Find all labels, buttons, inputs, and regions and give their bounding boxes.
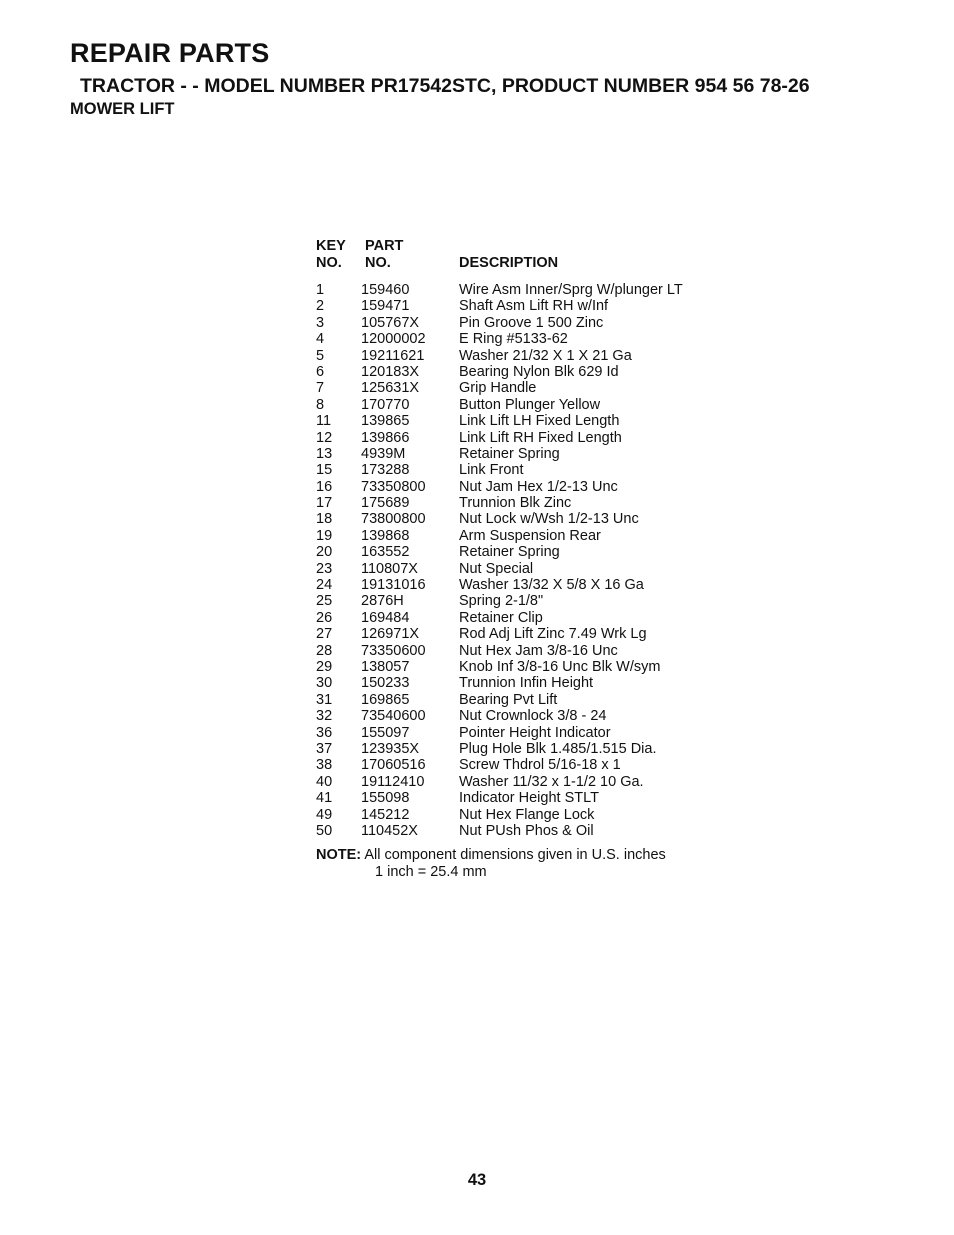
page-number: 43	[467, 1171, 487, 1189]
table-row	[316, 577, 716, 593]
table-row	[316, 511, 716, 527]
part-no-cell: 138057	[361, 658, 410, 675]
key-no-cell: 4	[316, 331, 325, 348]
description-cell: Rod Adj Lift Zinc 7.49 Wrk Lg	[459, 626, 647, 643]
key-no-cell: 1	[316, 282, 325, 298]
description-cell: Link Lift RH Fixed Length	[459, 429, 622, 446]
part-no-cell: 19211621	[361, 347, 425, 364]
key-no-cell: 5	[316, 347, 325, 364]
dimension-note	[316, 847, 666, 880]
key-no-cell: 41	[316, 790, 333, 807]
key-no-header	[316, 238, 360, 272]
note-label: NOTE:	[316, 847, 362, 863]
table-row	[316, 757, 716, 773]
description-cell: Nut Crownlock 3/8 - 24	[459, 708, 607, 725]
description-cell: Screw Thdrol 5/16-18 x 1	[459, 757, 621, 774]
description-header: DESCRIPTION	[459, 255, 559, 271]
key-no-cell: 40	[316, 773, 333, 790]
key-no-cell: 31	[316, 691, 333, 708]
description-cell: Plug Hole Blk 1.485/1.515 Dia.	[459, 740, 657, 757]
note-line1: All component dimensions given in U.S. inches	[364, 847, 666, 863]
description-cell: Washer 11/32 x 1-1/2 10 Ga.	[459, 773, 644, 790]
table-row	[316, 675, 716, 691]
description-cell: Wire Asm Inner/Sprg W/plunger LT	[459, 282, 683, 298]
model-subtitle: TRACTOR - - MODEL NUMBER PR17542STC, PRODUCT NUMBER 954 56 78-26	[80, 75, 810, 97]
part-no-cell: 19131016	[361, 577, 426, 594]
table-row	[316, 659, 716, 675]
description-cell: Arm Suspension Rear	[459, 527, 601, 544]
key-no-cell: 32	[316, 708, 333, 725]
table-row	[316, 725, 716, 741]
part-no-cell: 12000002	[361, 331, 426, 348]
parts-table	[316, 238, 716, 839]
part-no-cell: 170770	[361, 396, 410, 413]
key-header-line1: KEY	[316, 238, 346, 254]
table-row	[316, 544, 716, 560]
key-header-line2: NO.	[316, 255, 342, 271]
description-cell: Nut Jam Hex 1/2-13 Unc	[459, 478, 618, 495]
description-cell: Nut PUsh Phos & Oil	[459, 822, 594, 839]
table-row	[316, 643, 716, 659]
part-no-header	[365, 238, 445, 272]
part-no-cell: 173288	[361, 462, 410, 479]
part-no-cell: 2876H	[361, 593, 404, 610]
table-row	[316, 708, 716, 724]
part-no-cell: 155098	[361, 790, 410, 807]
part-no-cell: 155097	[361, 724, 410, 741]
description-cell: Nut Hex Flange Lock	[459, 806, 595, 823]
key-no-cell: 15	[316, 462, 333, 479]
key-no-cell: 13	[316, 445, 333, 462]
table-row	[316, 495, 716, 511]
key-no-cell: 2	[316, 298, 325, 315]
part-no-cell: 110807X	[361, 560, 418, 577]
table-row	[316, 528, 716, 544]
note-line2: 1 inch = 25.4 mm	[375, 863, 487, 880]
part-no-cell: 17060516	[361, 757, 426, 774]
part-no-cell: 139868	[361, 527, 410, 544]
table-row	[316, 626, 716, 642]
key-no-cell: 18	[316, 511, 333, 528]
key-no-cell: 26	[316, 609, 333, 626]
key-no-cell: 6	[316, 363, 325, 380]
description-cell: E Ring #5133-62	[459, 331, 568, 348]
key-no-cell: 38	[316, 757, 333, 774]
key-no-cell: 3	[316, 314, 325, 331]
table-row	[316, 348, 716, 364]
table-row	[316, 790, 716, 806]
key-no-cell: 17	[316, 495, 333, 512]
part-no-cell: 105767X	[361, 314, 420, 331]
table-row	[316, 479, 716, 495]
description-cell: Grip Handle	[459, 380, 537, 397]
part-no-cell: 139866	[361, 429, 410, 446]
part-no-cell: 159460	[361, 282, 410, 298]
part-no-cell: 120183X	[361, 363, 420, 380]
key-no-cell: 19	[316, 527, 333, 544]
part-no-cell: 19112410	[361, 773, 425, 790]
section-heading: MOWER LIFT	[70, 100, 175, 118]
description-cell: Spring 2-1/8"	[459, 593, 544, 610]
key-no-cell: 16	[316, 478, 333, 495]
key-no-cell: 27	[316, 626, 333, 643]
table-row	[316, 610, 716, 626]
table-row	[316, 397, 716, 413]
part-no-cell: 73800800	[361, 511, 426, 528]
key-no-cell: 30	[316, 675, 333, 692]
table-row	[316, 282, 716, 298]
part-no-cell: 126971X	[361, 626, 420, 643]
parts-table-body	[316, 282, 716, 839]
table-row	[316, 446, 716, 462]
key-no-cell: 28	[316, 642, 333, 659]
description-cell: Retainer Spring	[459, 544, 560, 561]
part-no-cell: 169865	[361, 691, 410, 708]
table-row	[316, 741, 716, 757]
key-no-cell: 37	[316, 740, 333, 757]
part-no-cell: 73350800	[361, 478, 426, 495]
description-cell: Nut Lock w/Wsh 1/2-13 Unc	[459, 511, 639, 528]
table-row	[316, 331, 716, 347]
part-no-cell: 4939M	[361, 445, 406, 462]
description-cell: Washer 13/32 X 5/8 X 16 Ga	[459, 577, 644, 594]
table-row	[316, 774, 716, 790]
key-no-cell: 50	[316, 822, 333, 839]
description-cell: Pointer Height Indicator	[459, 724, 611, 741]
description-cell: Trunnion Blk Zinc	[459, 495, 572, 512]
part-no-cell: 163552	[361, 544, 410, 561]
key-no-cell: 20	[316, 544, 333, 561]
description-cell: Nut Hex Jam 3/8-16 Unc	[459, 642, 618, 659]
key-no-cell: 11	[316, 413, 332, 430]
key-no-cell: 25	[316, 593, 333, 610]
part-header-line1: PART	[365, 238, 404, 254]
part-no-cell: 139865	[361, 413, 410, 430]
table-row	[316, 380, 716, 396]
table-row	[316, 807, 716, 823]
table-row	[316, 315, 716, 331]
part-no-cell: 159471	[361, 298, 410, 315]
description-cell: Washer 21/32 X 1 X 21 Ga	[459, 347, 632, 364]
description-cell: Knob Inf 3/8-16 Unc Blk W/sym	[459, 658, 661, 675]
key-no-cell: 7	[316, 380, 325, 397]
key-no-cell: 8	[316, 396, 325, 413]
table-row	[316, 298, 716, 314]
parts-table-header	[316, 238, 716, 274]
description-cell: Link Front	[459, 462, 524, 479]
key-no-cell: 24	[316, 577, 333, 594]
table-row	[316, 462, 716, 478]
part-no-cell: 73540600	[361, 708, 426, 725]
table-row	[316, 364, 716, 380]
description-cell: Link Lift LH Fixed Length	[459, 413, 620, 430]
table-row	[316, 430, 716, 446]
table-row	[316, 413, 716, 429]
page-title: REPAIR PARTS	[70, 38, 270, 68]
description-cell: Pin Groove 1 500 Zinc	[459, 314, 604, 331]
key-no-cell: 36	[316, 724, 333, 741]
description-cell: Button Plunger Yellow	[459, 396, 601, 413]
description-cell: Bearing Pvt Lift	[459, 691, 558, 708]
part-no-cell: 123935X	[361, 740, 420, 757]
part-no-cell: 125631X	[361, 380, 420, 397]
key-no-cell: 49	[316, 806, 333, 823]
description-cell: Indicator Height STLT	[459, 790, 599, 807]
description-cell: Trunnion Infin Height	[459, 675, 594, 692]
table-row	[316, 692, 716, 708]
description-cell: Bearing Nylon Blk 629 Id	[459, 363, 619, 380]
description-cell: Shaft Asm Lift RH w/Inf	[459, 298, 609, 315]
key-no-cell: 29	[316, 658, 333, 675]
part-no-cell: 169484	[361, 609, 410, 626]
table-row	[316, 593, 716, 609]
description-cell: Nut Special	[459, 560, 534, 577]
description-cell: Retainer Clip	[459, 609, 543, 626]
key-no-cell: 12	[316, 429, 333, 446]
part-no-cell: 73350600	[361, 642, 426, 659]
part-no-cell: 150233	[361, 675, 410, 692]
part-header-line2: NO.	[365, 255, 391, 271]
part-no-cell: 175689	[361, 495, 410, 512]
part-no-cell: 145212	[361, 806, 410, 823]
description-cell: Retainer Spring	[459, 445, 560, 462]
table-row	[316, 823, 716, 839]
table-row	[316, 561, 716, 577]
key-no-cell: 23	[316, 560, 333, 577]
part-no-cell: 110452X	[361, 822, 418, 839]
